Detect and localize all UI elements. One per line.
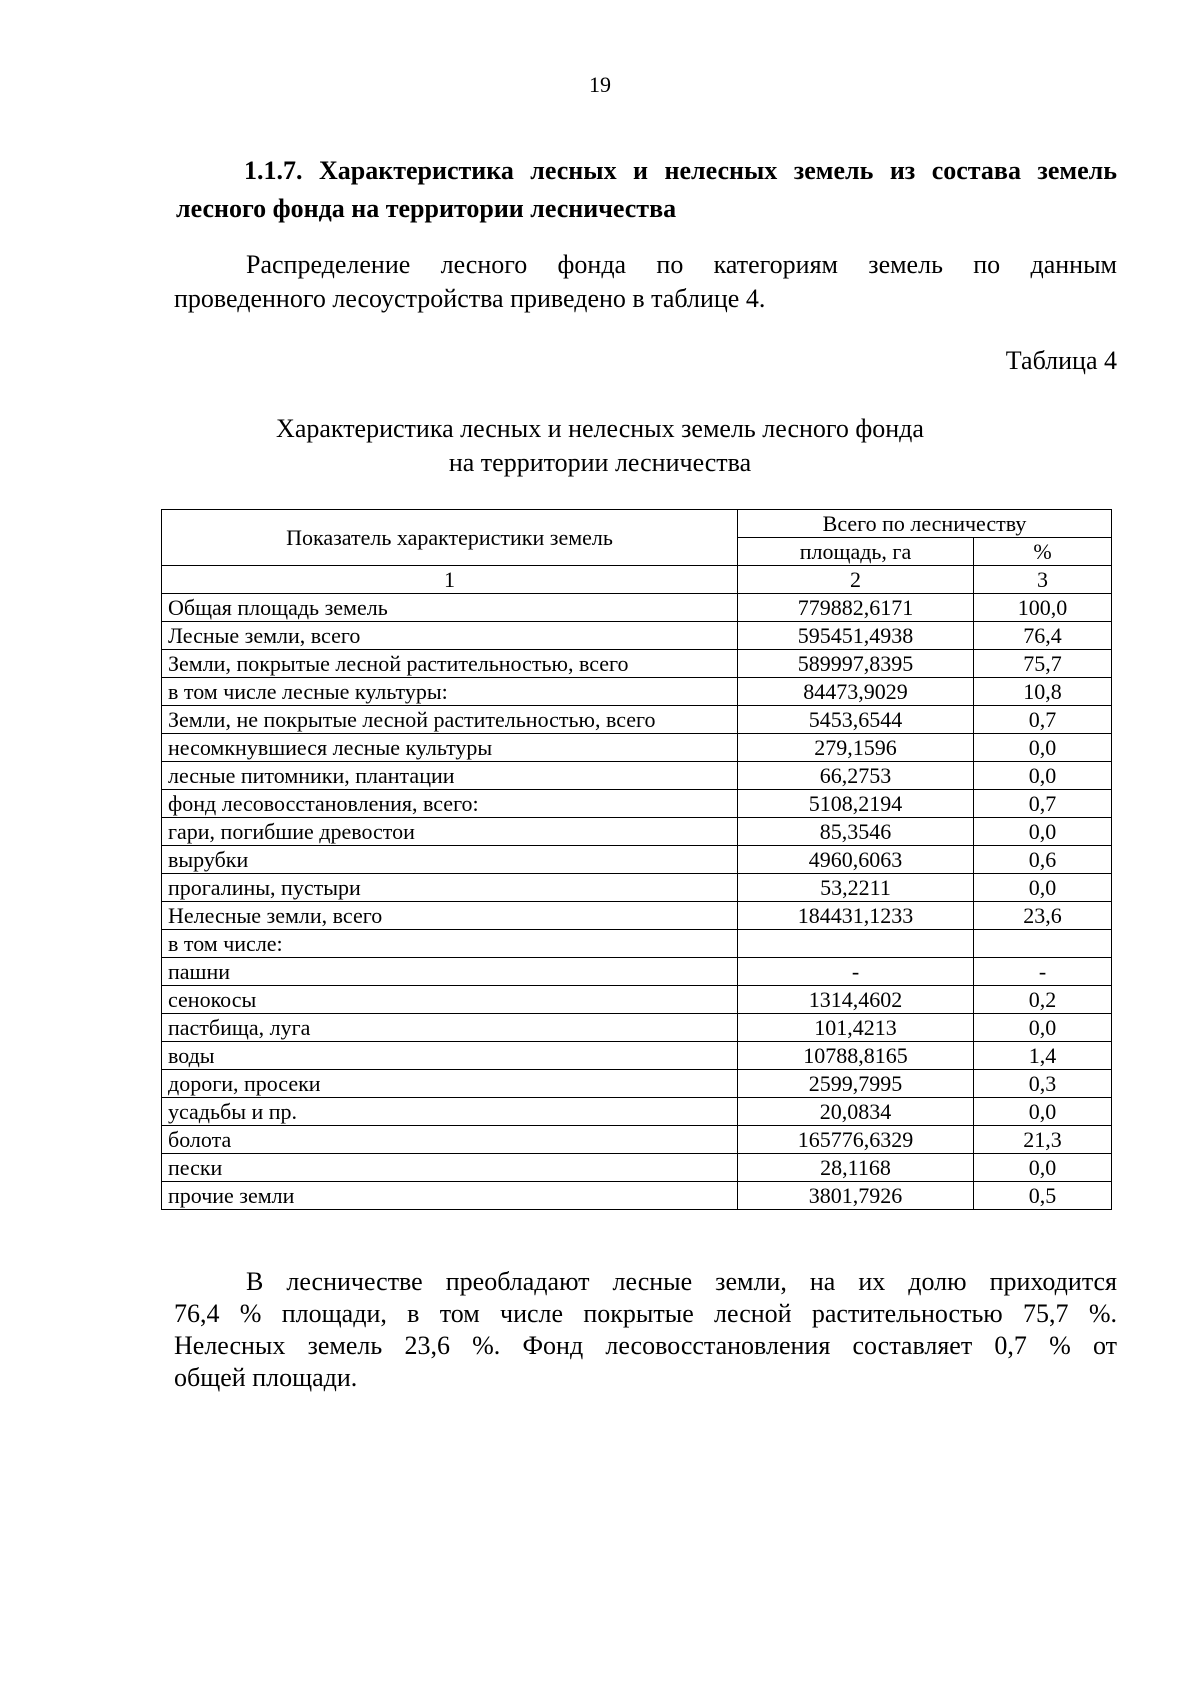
row-name-cell: вырубки xyxy=(162,846,738,874)
table-row xyxy=(162,1182,1112,1210)
row-name-cell: Нелесные земли, всего xyxy=(162,902,738,930)
intro-paragraph xyxy=(174,248,1117,316)
row-area-cell: 165776,6329 xyxy=(738,1126,974,1154)
table-row xyxy=(162,930,1112,958)
row-name-cell: в том числе лесные культуры: xyxy=(162,678,738,706)
row-percent-cell: 10,8 xyxy=(974,678,1112,706)
column-number-1: 1 xyxy=(162,566,738,594)
conclusion-line-1: В лесничестве преобладают лесные земли, на их долю приходится xyxy=(246,1267,1117,1296)
header-total: Всего по лесничеству xyxy=(738,510,1112,538)
table-caption-line-1: Характеристика лесных и нелесных земель лесного фонда xyxy=(276,414,924,443)
conclusion-line-4: общей площади. xyxy=(174,1363,358,1392)
section-heading-line-2: лесного фонда на территории лесничества xyxy=(176,194,677,223)
land-characteristics-table xyxy=(161,509,1112,1210)
table-row xyxy=(162,650,1112,678)
table-row xyxy=(162,958,1112,986)
row-percent-cell: 0,3 xyxy=(974,1070,1112,1098)
row-name-cell: в том числе: xyxy=(162,930,738,958)
row-name-cell: Общая площадь земель xyxy=(162,594,738,622)
row-name-cell: прогалины, пустыри xyxy=(162,874,738,902)
row-area-cell: 5453,6544 xyxy=(738,706,974,734)
row-name-cell: прочие земли xyxy=(162,1182,738,1210)
row-percent-cell: 0,0 xyxy=(974,1014,1112,1042)
section-heading-line-1: 1.1.7. Характеристика лесных и нелесных земель из состава земель xyxy=(244,156,1117,185)
row-percent-cell xyxy=(974,930,1112,958)
table-row xyxy=(162,874,1112,902)
row-name-cell: несомкнувшиеся лесные культуры xyxy=(162,734,738,762)
table-label: Таблица 4 xyxy=(1005,346,1117,375)
header-percent: % xyxy=(974,538,1112,566)
table-row xyxy=(162,762,1112,790)
table-header-row xyxy=(162,510,1112,538)
table-row xyxy=(162,1126,1112,1154)
row-percent-cell: 0,0 xyxy=(974,1098,1112,1126)
table-caption-line-2: на территории лесничества xyxy=(448,448,752,477)
row-area-cell: 595451,4938 xyxy=(738,622,974,650)
row-area-cell: 3801,7926 xyxy=(738,1182,974,1210)
table-row xyxy=(162,1070,1112,1098)
table-row xyxy=(162,706,1112,734)
row-percent-cell: 0,7 xyxy=(974,790,1112,818)
row-percent-cell: 0,5 xyxy=(974,1182,1112,1210)
row-percent-cell: 0,6 xyxy=(974,846,1112,874)
row-area-cell: 84473,9029 xyxy=(738,678,974,706)
row-area-cell: 4960,6063 xyxy=(738,846,974,874)
row-name-cell: воды xyxy=(162,1042,738,1070)
row-percent-cell: 21,3 xyxy=(974,1126,1112,1154)
row-area-cell: 279,1596 xyxy=(738,734,974,762)
row-area-cell: 85,3546 xyxy=(738,818,974,846)
row-name-cell: болота xyxy=(162,1126,738,1154)
table-row xyxy=(162,1154,1112,1182)
table-row xyxy=(162,734,1112,762)
row-percent-cell: 0,0 xyxy=(974,1154,1112,1182)
row-name-cell: пастбища, луга xyxy=(162,1014,738,1042)
row-name-cell: сенокосы xyxy=(162,986,738,1014)
row-area-cell: 589997,8395 xyxy=(738,650,974,678)
row-name-cell: пашни xyxy=(162,958,738,986)
row-percent-cell: - xyxy=(974,958,1112,986)
row-percent-cell: 0,0 xyxy=(974,874,1112,902)
row-name-cell: фонд лесовосстановления, всего: xyxy=(162,790,738,818)
row-name-cell: лесные питомники, плантации xyxy=(162,762,738,790)
row-name-cell: Земли, не покрытые лесной растительностью, всего xyxy=(162,706,738,734)
header-indicator: Показатель характеристики земель xyxy=(162,510,738,566)
table-row xyxy=(162,790,1112,818)
row-percent-cell: 0,0 xyxy=(974,762,1112,790)
row-area-cell: 20,0834 xyxy=(738,1098,974,1126)
table-row xyxy=(162,594,1112,622)
row-percent-cell: 76,4 xyxy=(974,622,1112,650)
conclusion-line-3: Нелесных земель 23,6 %. Фонд лесовосстановления составляет 0,7 % от xyxy=(174,1331,1117,1360)
row-area-cell: 1314,4602 xyxy=(738,986,974,1014)
row-percent-cell: 0,0 xyxy=(974,734,1112,762)
conclusion-line-2: 76,4 % площади, в том числе покрытые лесной растительностью 75,7 %. xyxy=(174,1299,1117,1328)
row-percent-cell: 23,6 xyxy=(974,902,1112,930)
row-area-cell: 28,1168 xyxy=(738,1154,974,1182)
table-row xyxy=(162,622,1112,650)
row-name-cell: усадьбы и пр. xyxy=(162,1098,738,1126)
table-row xyxy=(162,986,1112,1014)
intro-line-1: Распределение лесного фонда по категориям земель по данным xyxy=(246,250,1117,279)
row-name-cell: Лесные земли, всего xyxy=(162,622,738,650)
row-area-cell: 184431,1233 xyxy=(738,902,974,930)
table-row xyxy=(162,1014,1112,1042)
row-area-cell: 5108,2194 xyxy=(738,790,974,818)
column-number-2: 2 xyxy=(738,566,974,594)
header-area: площадь, га xyxy=(738,538,974,566)
table-row xyxy=(162,1098,1112,1126)
row-area-cell: 779882,6171 xyxy=(738,594,974,622)
row-area-cell: 10788,8165 xyxy=(738,1042,974,1070)
table-row xyxy=(162,818,1112,846)
column-number-row xyxy=(162,566,1112,594)
row-percent-cell: 75,7 xyxy=(974,650,1112,678)
row-area-cell: 53,2211 xyxy=(738,874,974,902)
table-row xyxy=(162,902,1112,930)
row-name-cell: дороги, просеки xyxy=(162,1070,738,1098)
row-percent-cell: 1,4 xyxy=(974,1042,1112,1070)
row-name-cell: гари, погибшие древостои xyxy=(162,818,738,846)
page-number: 19 xyxy=(589,72,611,97)
row-area-cell: 101,4213 xyxy=(738,1014,974,1042)
row-name-cell: Земли, покрытые лесной растительностью, всего xyxy=(162,650,738,678)
table-row xyxy=(162,1042,1112,1070)
row-area-cell xyxy=(738,930,974,958)
section-heading xyxy=(176,152,1117,228)
row-percent-cell: 0,2 xyxy=(974,986,1112,1014)
row-percent-cell: 100,0 xyxy=(974,594,1112,622)
row-area-cell: 2599,7995 xyxy=(738,1070,974,1098)
intro-line-2: проведенного лесоустройства приведено в таблице 4. xyxy=(174,284,766,313)
table-caption xyxy=(0,412,1200,480)
row-area-cell: - xyxy=(738,958,974,986)
row-name-cell: пески xyxy=(162,1154,738,1182)
row-area-cell: 66,2753 xyxy=(738,762,974,790)
table-row xyxy=(162,678,1112,706)
conclusion-paragraph xyxy=(174,1266,1117,1394)
table-row xyxy=(162,846,1112,874)
row-percent-cell: 0,0 xyxy=(974,818,1112,846)
row-percent-cell: 0,7 xyxy=(974,706,1112,734)
column-number-3: 3 xyxy=(974,566,1112,594)
